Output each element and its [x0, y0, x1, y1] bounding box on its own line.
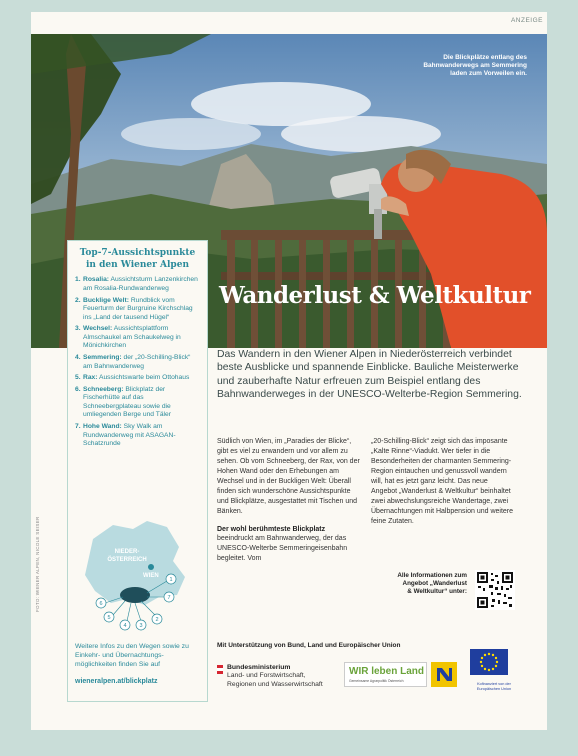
map-marker-label: 6 [99, 601, 103, 607]
article-column-2 [371, 437, 515, 526]
eu-flag-icon [470, 649, 508, 675]
item-description: Aussichtswarte beim Ottohaus [97, 374, 190, 382]
list-item [75, 423, 200, 449]
map-marker-label: 5 [107, 615, 111, 621]
sidebar-title-line1: Top-7-Aussichtspunkte [79, 248, 196, 258]
item-description: der „20-Schilling-Blick“ am Bahnwanderweg [83, 354, 191, 370]
lead-paragraph: Das Wandern in den Wiener Alpen in Niederösterreich verbindet beste Ausblicke und spannende Einblicke. Bauliche Meisterwerke und zauberhafte Natur erfreuen zum Beispiel entlang des Bahnwanderweges in der UNESCO-Welterbe-Region Semmering. [217, 349, 522, 400]
item-text [83, 354, 200, 371]
item-text [83, 297, 200, 323]
eu-logo [470, 649, 518, 699]
item-text [83, 325, 200, 351]
item-number: 1. [75, 276, 81, 284]
austria-flag-icon [217, 665, 223, 674]
ministry-line2: Land- und Forstwirtschaft, [227, 672, 306, 680]
eu-text: Kofinanziert von der Europäischen Union [476, 682, 512, 691]
lower-austria-logo-icon [431, 662, 457, 687]
vienna-marker [148, 564, 154, 570]
sidebar-title-line2: in den Wiener Alpen [86, 259, 189, 270]
list-item [75, 297, 200, 323]
ministry-text [227, 664, 323, 689]
map-marker-label: 4 [123, 623, 127, 629]
map-marker-label: 3 [139, 623, 143, 629]
item-number: 2. [75, 296, 81, 304]
item-number: 3. [75, 325, 81, 333]
item-place: Wechsel: [83, 325, 113, 333]
advertisement-page [31, 12, 547, 730]
item-place: Bucklige Welt: [83, 296, 129, 304]
item-text [83, 276, 200, 293]
item-place: Rax: [83, 374, 98, 382]
item-number: 7. [75, 423, 81, 431]
item-place: Rosalia: [83, 276, 110, 284]
map-label-region-2: ÖSTERREICH [107, 557, 147, 563]
qr-code-icon[interactable] [475, 570, 515, 610]
ministry-line1: Bundesministerium [227, 664, 291, 671]
sidebar-title [75, 248, 200, 271]
item-description: Aussichtsturm Lanzenkirchen am Rosalia-Rundwanderweg [83, 276, 198, 292]
wiener-alpen-area [120, 587, 150, 603]
ministry-line3: Regionen und Wasserwirtschaft [227, 680, 323, 688]
map-marker-label: 2 [155, 617, 159, 623]
paragraph: beeindruckt am Bahnwanderweg, der das UNESCO-Welterbe Semmeringeisenbahn begleitet. Vom [217, 535, 348, 563]
ad-label: ANZEIGE [510, 17, 543, 24]
item-number: 4. [75, 354, 81, 361]
item-description: Sky Walk am Rundwanderweg mit ASAGAN-Schatzrunde [83, 423, 176, 448]
item-place: Semmering: [83, 354, 122, 361]
paragraph: Südlich von Wien, im „Paradies der Blicke“, gibt es viel zu erwandern und vor allem zu sehen. Ob vom Schneeberg, der Rax, von der Hohen Wand oder den Erhebungen am Wechsel und in der Buckligen Welt: Überall finden sich wunderschöne Aussichtspunkte und Blickplätze, ausgestattet mit Tischen und Bänken. [217, 438, 360, 515]
photo-caption: Die Blickplätze entlang des Bahnwanderwegs am Semmering laden zum Vorweilen ein. [423, 54, 527, 78]
item-text [83, 374, 189, 383]
item-text [83, 423, 200, 449]
region-map [75, 517, 201, 635]
headline: Wanderlust & Weltkultur [219, 282, 531, 309]
item-place: Hohe Wand: [83, 423, 122, 431]
list-item [75, 386, 200, 420]
article-column-1 [217, 437, 361, 564]
item-description: Blickplatz der Fischerhütte auf das Schneebergplateau sowie die umliegenden Berge und Täler [83, 385, 171, 419]
sidebar-info-text: Weitere Infos zu den Wegen sowie zu Einkehr- und Übernachtungs-möglichkeiten finden Sie auf [75, 643, 189, 668]
item-description: Aussichtsplattform Almschaukel am Schaukelweg in Mönichkirchen [83, 325, 181, 350]
wir-leben-land-logo [344, 662, 427, 687]
wir-logo-text: WIR leben Land [349, 666, 424, 677]
map-marker-label: 7 [167, 595, 171, 601]
item-description: Rundblick vom Feuerturm der Burgruine Kirchschlag ins „Land der tausend Hügel“ [83, 296, 193, 321]
support-note: Mit Unterstützung von Bund, Land und Europäischer Union [217, 642, 401, 649]
viewpoint-list [75, 276, 200, 448]
item-text [83, 386, 200, 420]
top-7-sidebar [67, 240, 208, 702]
item-number: 6. [75, 385, 81, 393]
list-item [75, 374, 200, 383]
item-number: 5. [75, 374, 81, 382]
list-item [75, 325, 200, 351]
list-item [75, 276, 200, 293]
map-label-region-1: NIEDER- [114, 549, 140, 555]
ministry-logo [217, 664, 335, 689]
map-marker-label: 1 [169, 577, 173, 583]
website-link[interactable]: wieneralpen.at/blickplatz [75, 678, 158, 685]
list-item [75, 354, 200, 371]
wir-logo-subtext: Gemeinsame Agrarpolitik Österreich [349, 679, 404, 683]
item-place: Schneeberg: [83, 385, 124, 393]
subheading: Der wohl berühmteste Blickplatz [217, 525, 326, 533]
offer-info: Alle Informationen zum Angebot „Wanderlust & Weltkultur“ unter: [397, 572, 467, 595]
paragraph: „20-Schilling-Blick“ zeigt sich das imposante „Kalte Rinne“-Viadukt. Wer tiefer in die Besonderheiten der charmanten Semmering-Region eintauchen und genussvoll wandern will, hat es jetzt ganz leicht. Das neue Angebot „Wanderlust & Weltkultur“ beinhaltet zwei abwechslungsreiche Wandertage, zwei Übernachtungen mit Halbpension und weitere feine Zutaten. [371, 438, 514, 525]
photo-credit: FOTO: WIENER ALPEN, NICOLE SEISER [35, 516, 40, 612]
map-label-city: WIEN [143, 573, 159, 579]
